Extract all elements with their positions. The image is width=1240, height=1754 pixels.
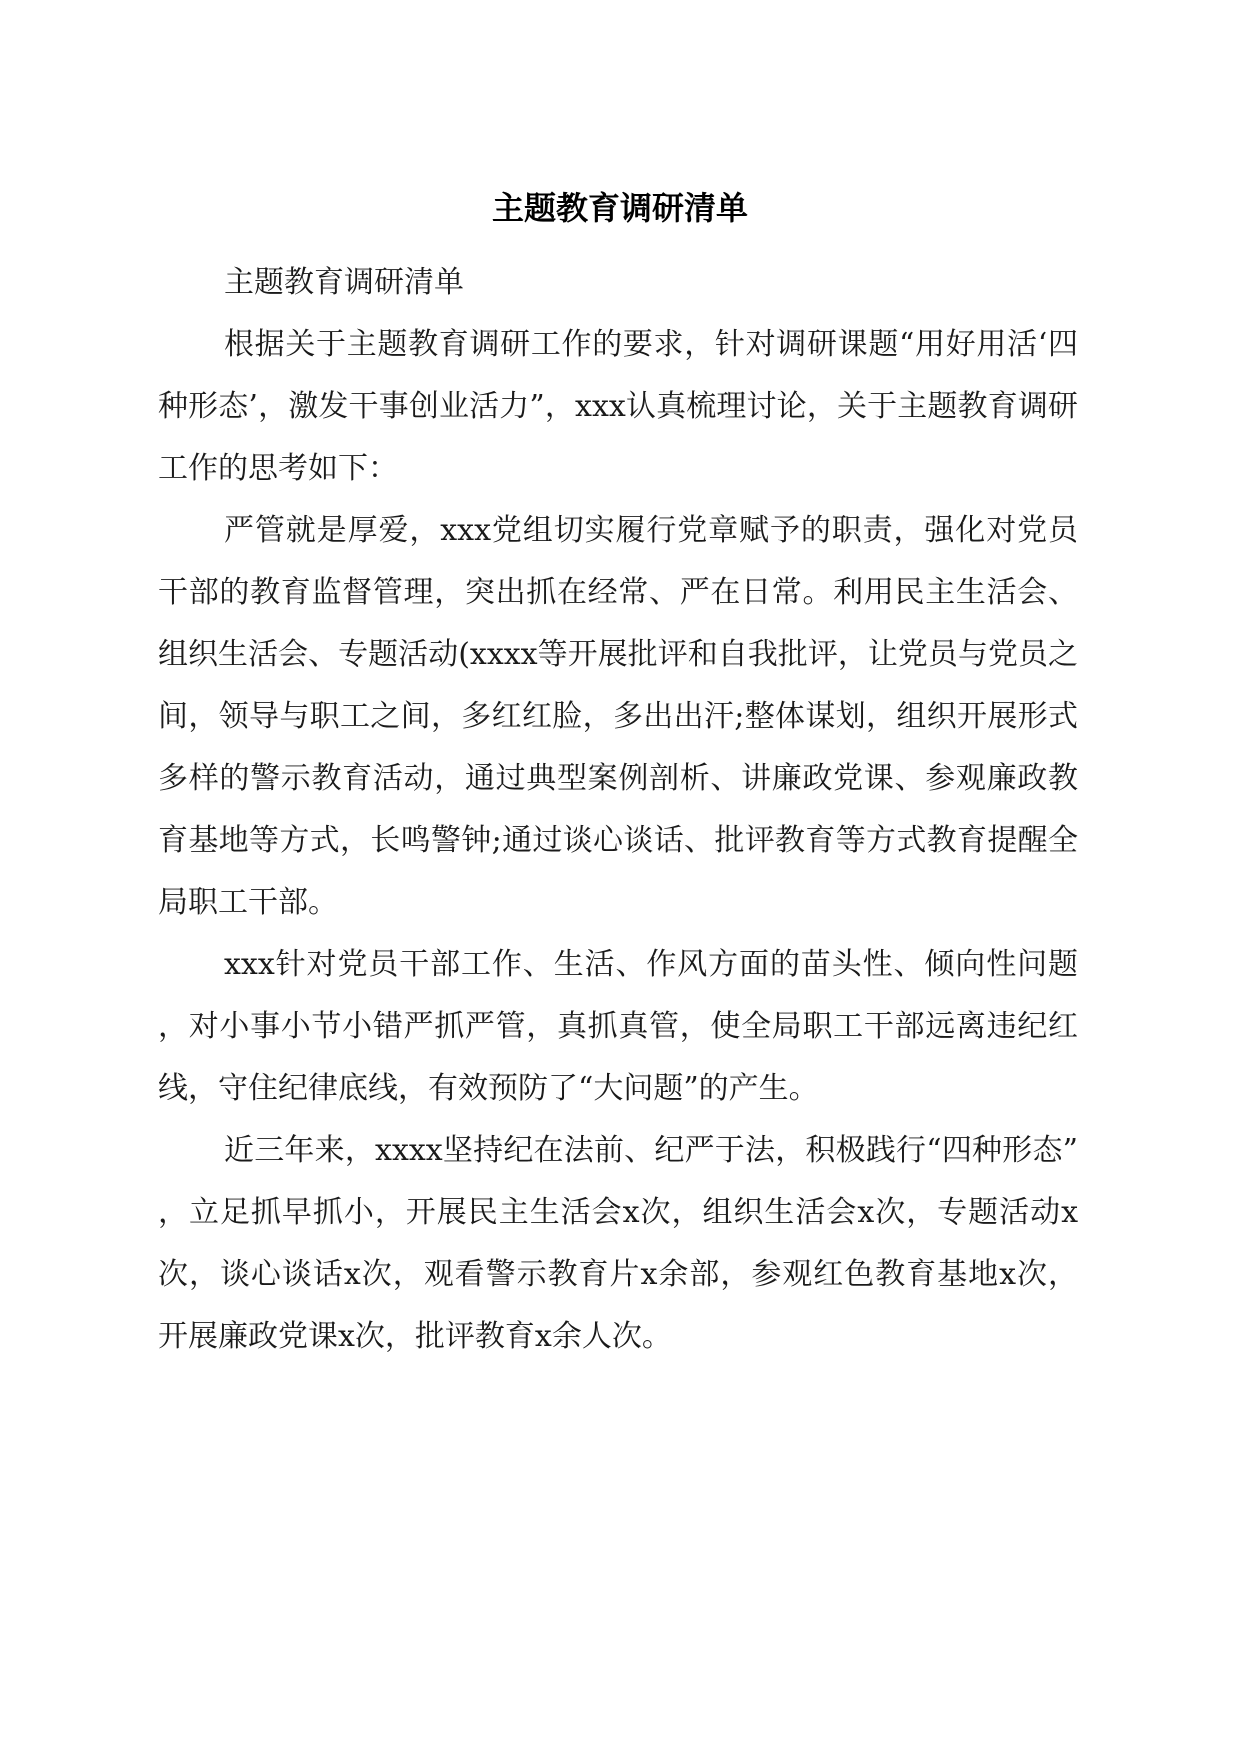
paragraph-intro: 根据关于主题教育调研工作的要求，针对调研课题“用好用活‘四种形态’，激发干事创业活力”，xxx认真梳理讨论，关于主题教育调研工作的思考如下： bbox=[158, 327, 1078, 486]
paragraph-three-years: 近三年来，xxxx坚持纪在法前、纪严于法，积极践行“四种形态”，立足抓早抓小，开展民主生活会x次，组织生活会x次，专题活动x次，谈心谈话x次，观看警示教育片x余部，参观红色教育基地x次，开展廉政党课x次，批评教育x余人次。 bbox=[158, 1133, 1078, 1354]
paragraph-subtitle: 主题教育调研清单 bbox=[224, 265, 464, 300]
paragraph-early-signs: xxx针对党员干部工作、生活、作风方面的苗头性、倾向性问题，对小事小节小错严抓严管，真抓真管，使全局职工干部远离违纪红线，守住纪律底线，有效预防了“大问题”的产生。 bbox=[158, 947, 1078, 1106]
document-title: 主题教育调研清单 bbox=[491, 189, 748, 227]
paragraph-strict-management: 严管就是厚爱，xxx党组切实履行党章赋予的职责，强化对党员干部的教育监督管理，突出抓在经常、严在日常。利用民主生活会、组织生活会、专题活动(xxxx等开展批评和自我批评，让党员与党员之间，领导与职工之间，多红红脸，多出出汗;整体谋划，组织开展形式多样的警示教育活动，通过典型案例剖析、讲廉政党课、参观廉政教育基地等方式，长鸣警钟;通过谈心谈话、批评教育等方式教育提醒全局职工干部。 bbox=[158, 513, 1078, 920]
document-body bbox=[158, 252, 1078, 1368]
